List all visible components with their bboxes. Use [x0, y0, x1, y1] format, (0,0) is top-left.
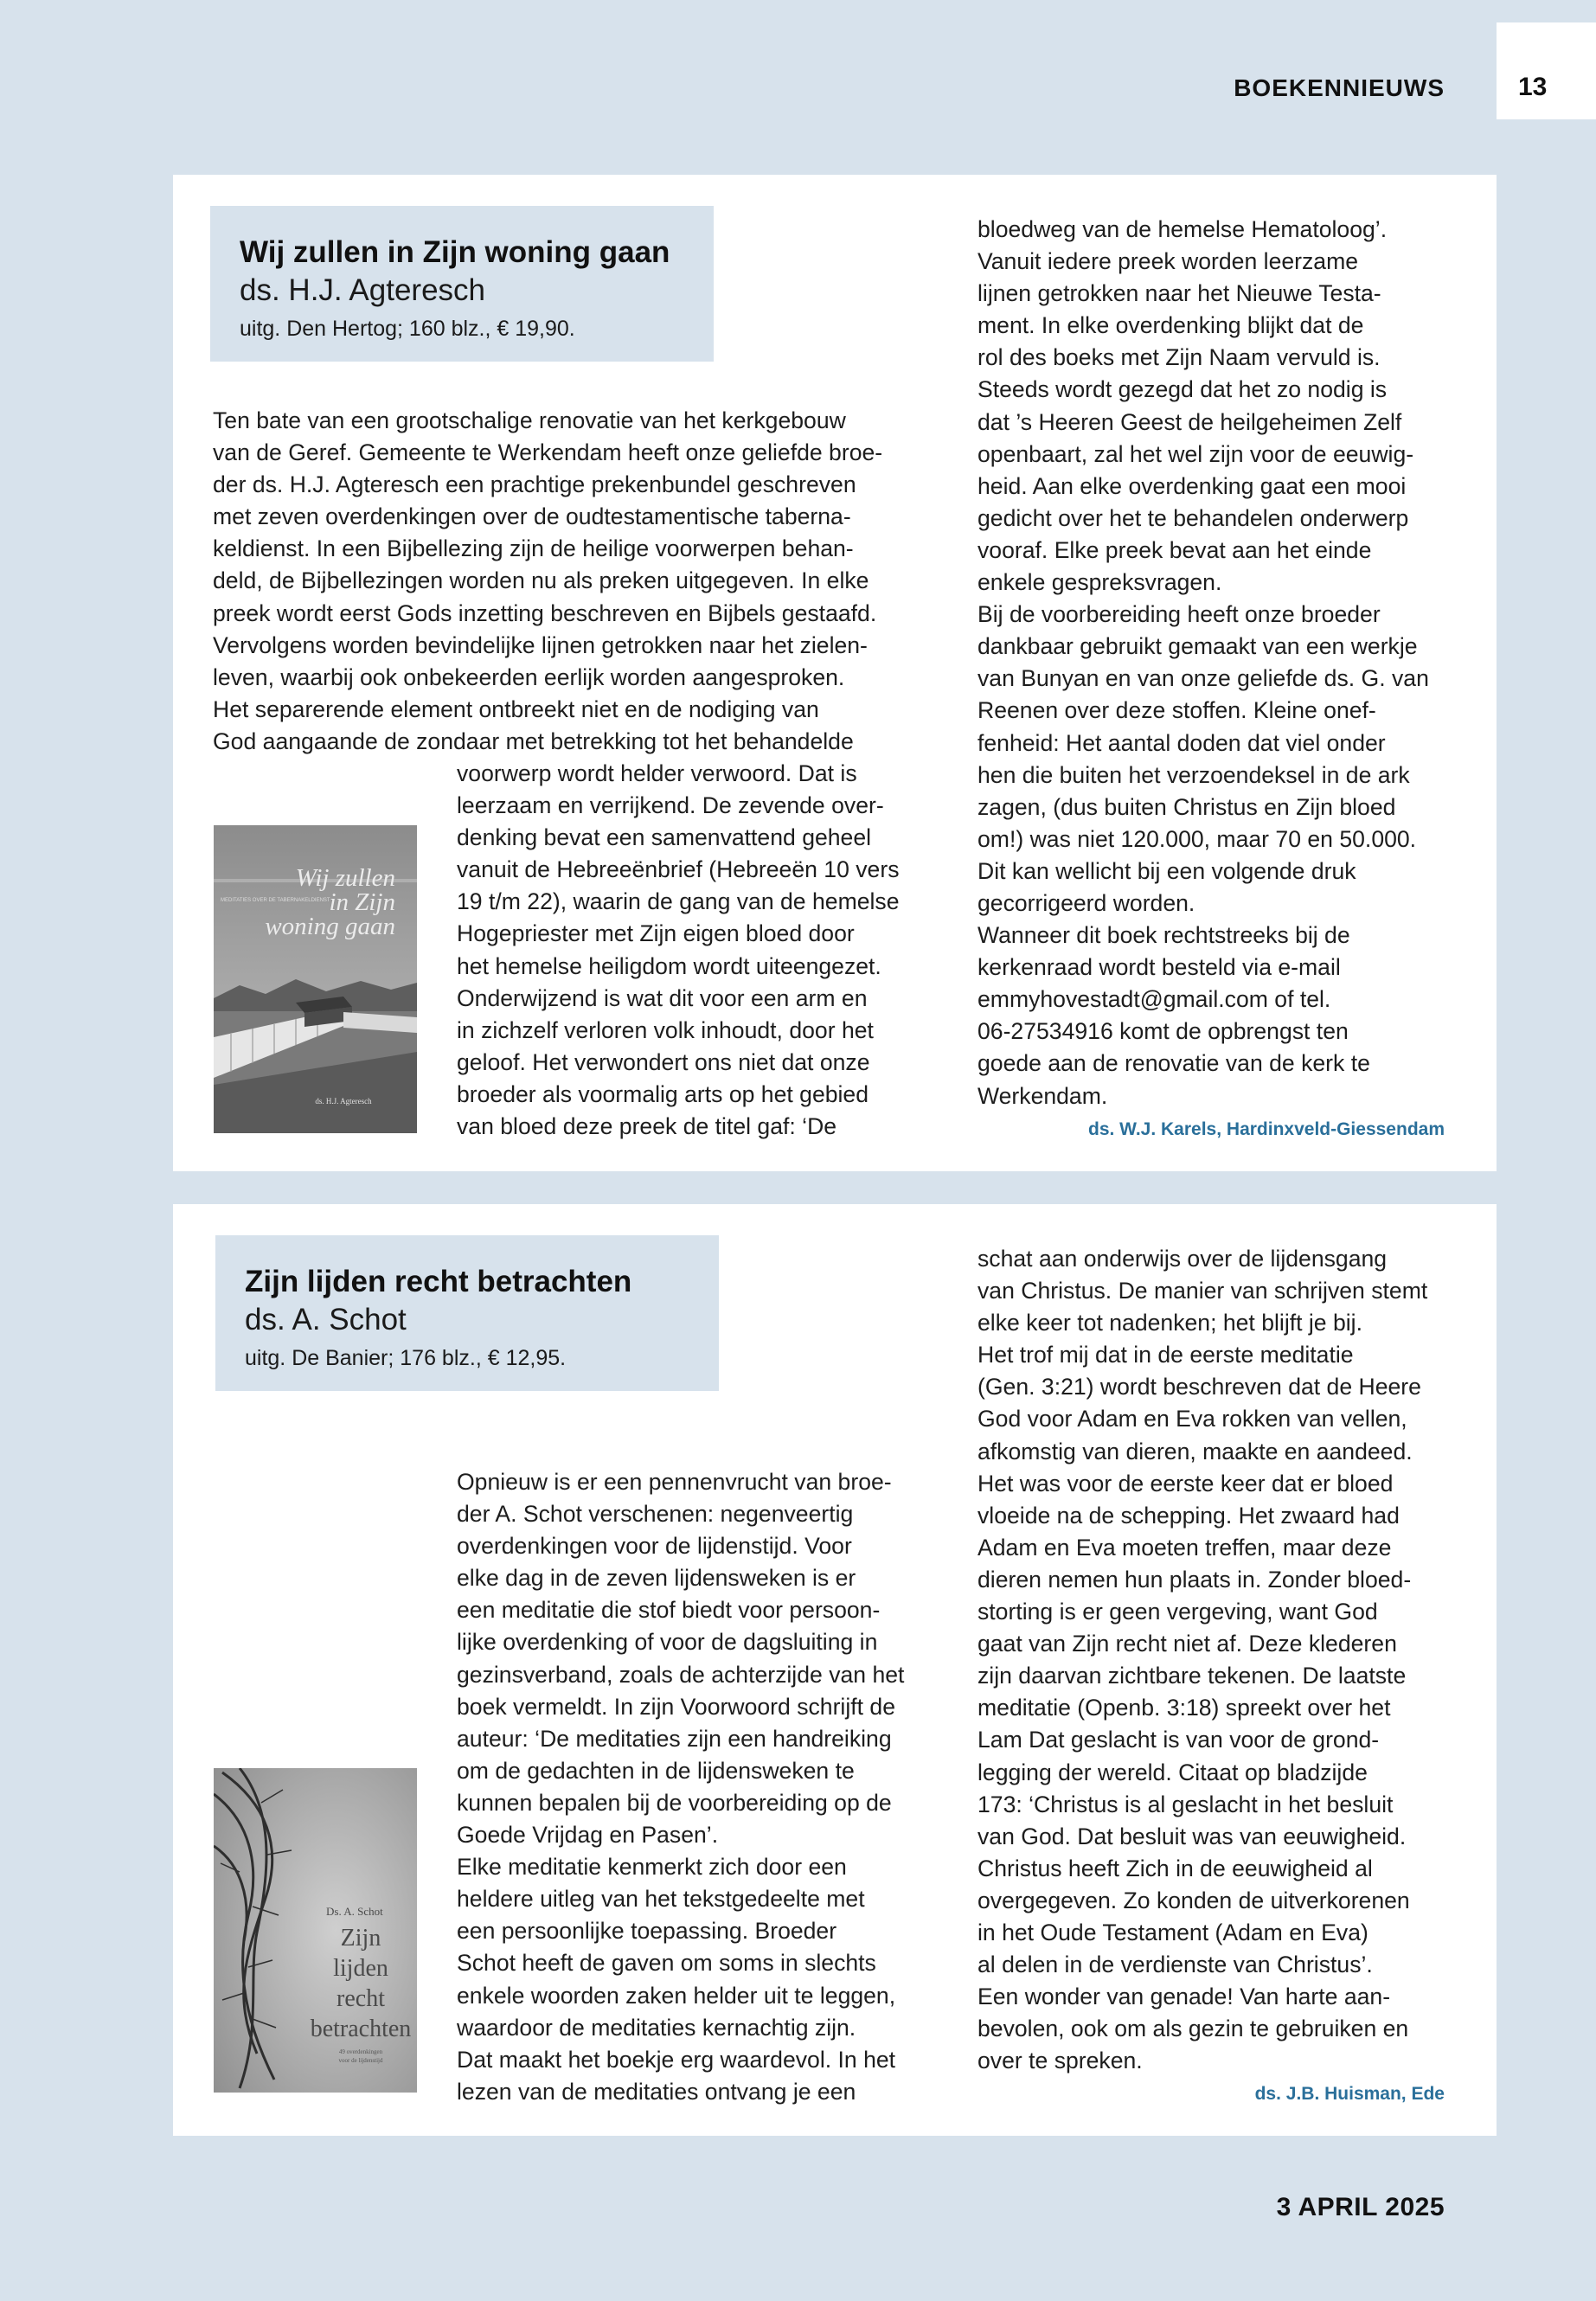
text-line: bevolen, ook om als gezin te gebruiken en	[977, 2016, 1409, 2042]
text-line: Een wonder van genade! Van harte aan-	[977, 1984, 1391, 2010]
text-line: storting is er geen vergeving, want God	[977, 1599, 1378, 1625]
text-line: leven, waarbij ook onbekeerden eerlijk worden aangesproken.	[213, 663, 845, 690]
text-line: auteur: ‘De meditaties zijn een handreiking	[457, 1725, 892, 1752]
text-line: Vanuit iedere preek worden leerzame	[977, 248, 1359, 275]
text-line: enkele woorden zaken helder uit te leggen,	[457, 1982, 896, 2009]
review-2-title-box	[215, 1235, 719, 1391]
text-line: rol des boeks met Zijn Naam vervuld is.	[977, 344, 1381, 371]
cover-subtitle-line-1: 49 overdenkingen	[338, 2048, 383, 2055]
review-2-title: Zijn lijden recht betrachten	[245, 1265, 632, 1298]
text-line: denking bevat een samenvattend geheel	[457, 824, 872, 851]
text-line: van Christus. De manier van schrijven stemt	[977, 1278, 1428, 1304]
text-line: Dat maakt het boekje erg waardevol. In het	[457, 2046, 896, 2073]
text-line: overdenkingen voor de lijdenstijd. Voor	[457, 1533, 852, 1560]
text-line: Adam en Eva moeten treffen, maar deze	[977, 1534, 1392, 1561]
text-line: Lam Dat geslacht is van voor de grond-	[977, 1727, 1380, 1753]
review-card-2	[173, 1204, 1497, 2136]
text-line: vanuit de Hebreeënbrief (Hebreeën 10 vers	[457, 856, 900, 883]
text-line: preek wordt eerst Gods inzetting beschreven en Bijbels gestaafd.	[213, 599, 877, 626]
text-line: goede aan de renovatie van de kerk te	[977, 1050, 1370, 1077]
text-line: God aangaande de zondaar met betrekking tot het behandelde	[213, 727, 854, 754]
review-1-right-column-text	[977, 214, 1429, 1112]
text-line: van God. Dat besluit was van eeuwigheid.	[977, 1823, 1407, 1849]
cover-title-line-2: in Zijn	[329, 888, 395, 916]
text-line: voorwerp wordt helder verwoord. Dat is	[457, 760, 857, 786]
text-line: broeder als voormalig arts op het gebied	[457, 1080, 869, 1107]
text-line: Vervolgens worden bevindelijke lijnen getrokken naar het zielen-	[213, 631, 868, 658]
text-line: 173: ‘Christus is al geslacht in het besluit	[977, 1791, 1394, 1817]
text-line: Het separerende element ontbreekt niet en de nodiging van	[213, 695, 819, 722]
text-line: (Gen. 3:21) wordt beschreven dat de Heere	[977, 1374, 1421, 1400]
text-line: waardoor de meditaties kernachtig zijn.	[457, 2014, 856, 2041]
text-line: dankbaar gebruikt gemaakt van een werkje	[977, 633, 1418, 660]
review-1-publisher-info: uitg. Den Hertog; 160 blz., € 19,90.	[240, 317, 575, 341]
text-line: boek vermeldt. In zijn Voorwoord schrijft de	[457, 1693, 895, 1720]
issue-date: 3 APRIL 2025	[1276, 2193, 1445, 2221]
text-line: zijn daarvan zichtbare tekenen. De laatste	[977, 1663, 1407, 1689]
text-line: 19 t/m 22), waarin de gang van de hemelse	[457, 888, 900, 915]
text-line: over te spreken.	[977, 2048, 1143, 2074]
cover-title-line-3: recht	[337, 1985, 385, 2012]
text-line: bloedweg van de hemelse Hematoloog’.	[977, 216, 1388, 242]
section-label: BOEKENNIEUWS	[1234, 74, 1445, 101]
review-2-signature: ds. J.B. Huisman, Ede	[1254, 2084, 1445, 2104]
text-line: Schot heeft de gaven om soms in slechts	[457, 1950, 876, 1977]
text-line: elke dag in de zeven lijdensweken is er	[457, 1565, 856, 1592]
text-line: Onderwijzend is wat dit voor een arm en	[457, 984, 868, 1011]
text-line: dat ’s Heeren Geest de heilgeheimen Zelf	[977, 408, 1402, 435]
text-line: ment. In elke overdenking blijkt dat de	[977, 312, 1364, 339]
cover-title-line-3: woning gaan	[265, 913, 395, 940]
text-line: gecorrigeerd worden.	[977, 889, 1195, 916]
text-line: God voor Adam en Eva rokken van vellen,	[977, 1406, 1407, 1433]
book-cover-image	[214, 825, 417, 1133]
text-line: openbaart, zal het wel zijn voor de eeuwig-	[977, 440, 1414, 467]
cover-subtitle-line-2: voor de lijdenstijd	[338, 2057, 383, 2064]
cover-author: ds. H.J. Agteresch	[315, 1097, 372, 1106]
cover-title-line-1: Zijn	[340, 1925, 381, 1952]
review-2-author: ds. A. Schot	[245, 1303, 407, 1336]
text-line: deld, de Bijbellezingen worden nu als preken uitgegeven. In elke	[213, 567, 869, 594]
text-line: elke keer tot nadenken; het blijft je bij.	[977, 1310, 1362, 1336]
text-line: lezen van de meditaties ontvang je een	[457, 2078, 856, 2105]
text-line: 06-27534916 komt de opbrengst ten	[977, 1018, 1349, 1045]
text-line: hen die buiten het verzoendeksel in de ark	[977, 761, 1410, 788]
book-cover-image	[214, 1768, 417, 2093]
text-line: gedicht over het te behandelen onderwerp	[977, 504, 1409, 531]
text-line: in zichzelf verloren volk inhoudt, door het	[457, 1016, 874, 1043]
review-2-right-column-text	[977, 1243, 1427, 2077]
text-line: een persoonlijke toepassing. Broeder	[457, 1918, 837, 1945]
text-line: Het was voor de eerste keer dat er bloed	[977, 1470, 1394, 1497]
text-line: afkomstig van dieren, maakte en aandeed.	[977, 1438, 1413, 1465]
page-number-tab	[1497, 22, 1596, 119]
text-line: Wanneer dit boek rechtstreeks bij de	[977, 922, 1350, 949]
page-number: 13	[1518, 73, 1548, 101]
text-line: overgegeven. Zo konden de uitverkorenen	[977, 1887, 1410, 1913]
text-line: kunnen bepalen bij de voorbereiding op de	[457, 1789, 892, 1816]
text-line: der ds. H.J. Agteresch een prachtige prekenbundel geschreven	[213, 471, 856, 498]
cover-title-line-1: Wij zullen	[295, 864, 395, 892]
text-line: zagen, (dus buiten Christus en Zijn bloed	[977, 793, 1396, 820]
text-line: Bij de voorbereiding heeft onze broeder	[977, 601, 1381, 628]
text-line: met zeven overdenkingen over de oudtestamentische taberna-	[213, 503, 851, 530]
text-line: van Bunyan en van onze geliefde ds. G. van	[977, 665, 1429, 692]
review-1-signature: ds. W.J. Karels, Hardinxveld-Giessendam	[1088, 1119, 1445, 1139]
text-line: der A. Schot verschenen: negenveertig	[457, 1501, 854, 1528]
text-line: leerzaam en verrijkend. De zevende over-	[457, 792, 884, 819]
text-line: Steeds wordt gezegd dat het zo nodig is	[977, 376, 1388, 403]
review-1-author: ds. H.J. Agteresch	[240, 273, 486, 307]
text-line: Hogepriester met Zijn eigen bloed door	[457, 920, 855, 947]
text-line: legging der wereld. Citaat op bladzijde	[977, 1759, 1368, 1785]
text-line: Goede Vrijdag en Pasen’.	[457, 1822, 719, 1849]
text-line: heid. Aan elke overdenking gaat een mooi	[977, 472, 1407, 499]
text-line: Ten bate van een grootschalige renovatie van het kerkgebouw	[213, 407, 846, 433]
text-line: gaat van Zijn recht niet af. Deze klederen	[977, 1631, 1397, 1657]
text-line: kerkenraad wordt besteld via e-mail	[977, 954, 1341, 981]
text-line: gezinsverband, zoals de achterzijde van het	[457, 1661, 905, 1688]
text-line: vloeide na de schepping. Het zwaard had	[977, 1502, 1400, 1529]
text-line: al delen in de verdienste van Christus’.	[977, 1952, 1373, 1978]
book-cover-wij-zullen	[214, 825, 417, 1133]
text-line: Werkendam.	[977, 1082, 1108, 1109]
text-line: fenheid: Het aantal doden dat viel onder	[977, 729, 1386, 756]
review-1-title-box	[210, 206, 714, 362]
review-card-1	[173, 175, 1497, 1171]
text-line: van bloed deze preek de titel gaf: ‘De	[457, 1113, 837, 1140]
text-line: keldienst. In een Bijbellezing zijn de heilige voorwerpen behan-	[213, 535, 854, 562]
text-line: Christus heeft Zich in de eeuwigheid al	[977, 1855, 1373, 1881]
text-line: enkele gespreksvragen.	[977, 569, 1222, 596]
text-line: Opnieuw is er een pennenvrucht van broe-	[457, 1469, 892, 1495]
text-line: Elke meditatie kenmerkt zich door een	[457, 1854, 847, 1881]
text-line: om de gedachten in de lijdensweken te	[457, 1757, 855, 1784]
text-line: het hemelse heiligdom wordt uiteengezet.	[457, 952, 881, 979]
review-1-title: Wij zullen in Zijn woning gaan	[240, 235, 670, 269]
review-1-column-text	[457, 758, 900, 1143]
text-line: om!) was niet 120.000, maar 70 en 50.000.	[977, 825, 1417, 852]
text-line: Reenen over deze stoffen. Kleine onef-	[977, 697, 1376, 724]
book-cover-zijn-lijden	[214, 1768, 417, 2093]
cover-title-line-2: lijden	[333, 1955, 388, 1982]
text-line: van de Geref. Gemeente te Werkendam heeft onze geliefde broe-	[213, 439, 883, 466]
text-line: Dit kan wellicht bij een volgende druk	[977, 857, 1356, 884]
cover-subtitle: MEDITATIES OVER DE TABERNAKELDIENST	[221, 898, 330, 903]
text-line: lijnen getrokken naar het Nieuwe Testa-	[977, 280, 1381, 307]
review-2-publisher-info: uitg. De Banier; 176 blz., € 12,95.	[245, 1346, 567, 1370]
text-line: lijke overdenking of voor de dagsluiting in	[457, 1629, 878, 1656]
text-line: een meditatie die stof biedt voor persoon-	[457, 1597, 881, 1624]
text-line: meditatie (Openb. 3:18) spreekt over het	[977, 1695, 1391, 1721]
text-line: vooraf. Elke preek bevat aan het einde	[977, 536, 1372, 563]
review-2-column-text	[457, 1466, 904, 2108]
cover-title-line-4: betrachten	[310, 2016, 412, 2042]
text-line: dieren nemen hun plaats in. Zonder bloed-	[977, 1566, 1412, 1593]
text-line: in het Oude Testament (Adam en Eva)	[977, 1919, 1368, 1945]
text-line: heldere uitleg van het tekstgedeelte met	[457, 1886, 865, 1913]
review-1-intro-text	[213, 405, 882, 758]
cover-author: Ds. A. Schot	[326, 1905, 383, 1918]
text-line: schat aan onderwijs over de lijdensgang	[977, 1246, 1388, 1272]
text-line: Het trof mij dat in de eerste meditatie	[977, 1342, 1354, 1368]
text-line: geloof. Het verwondert ons niet dat onze	[457, 1048, 870, 1075]
text-line: emmyhovestadt@gmail.com of tel.	[977, 986, 1331, 1013]
